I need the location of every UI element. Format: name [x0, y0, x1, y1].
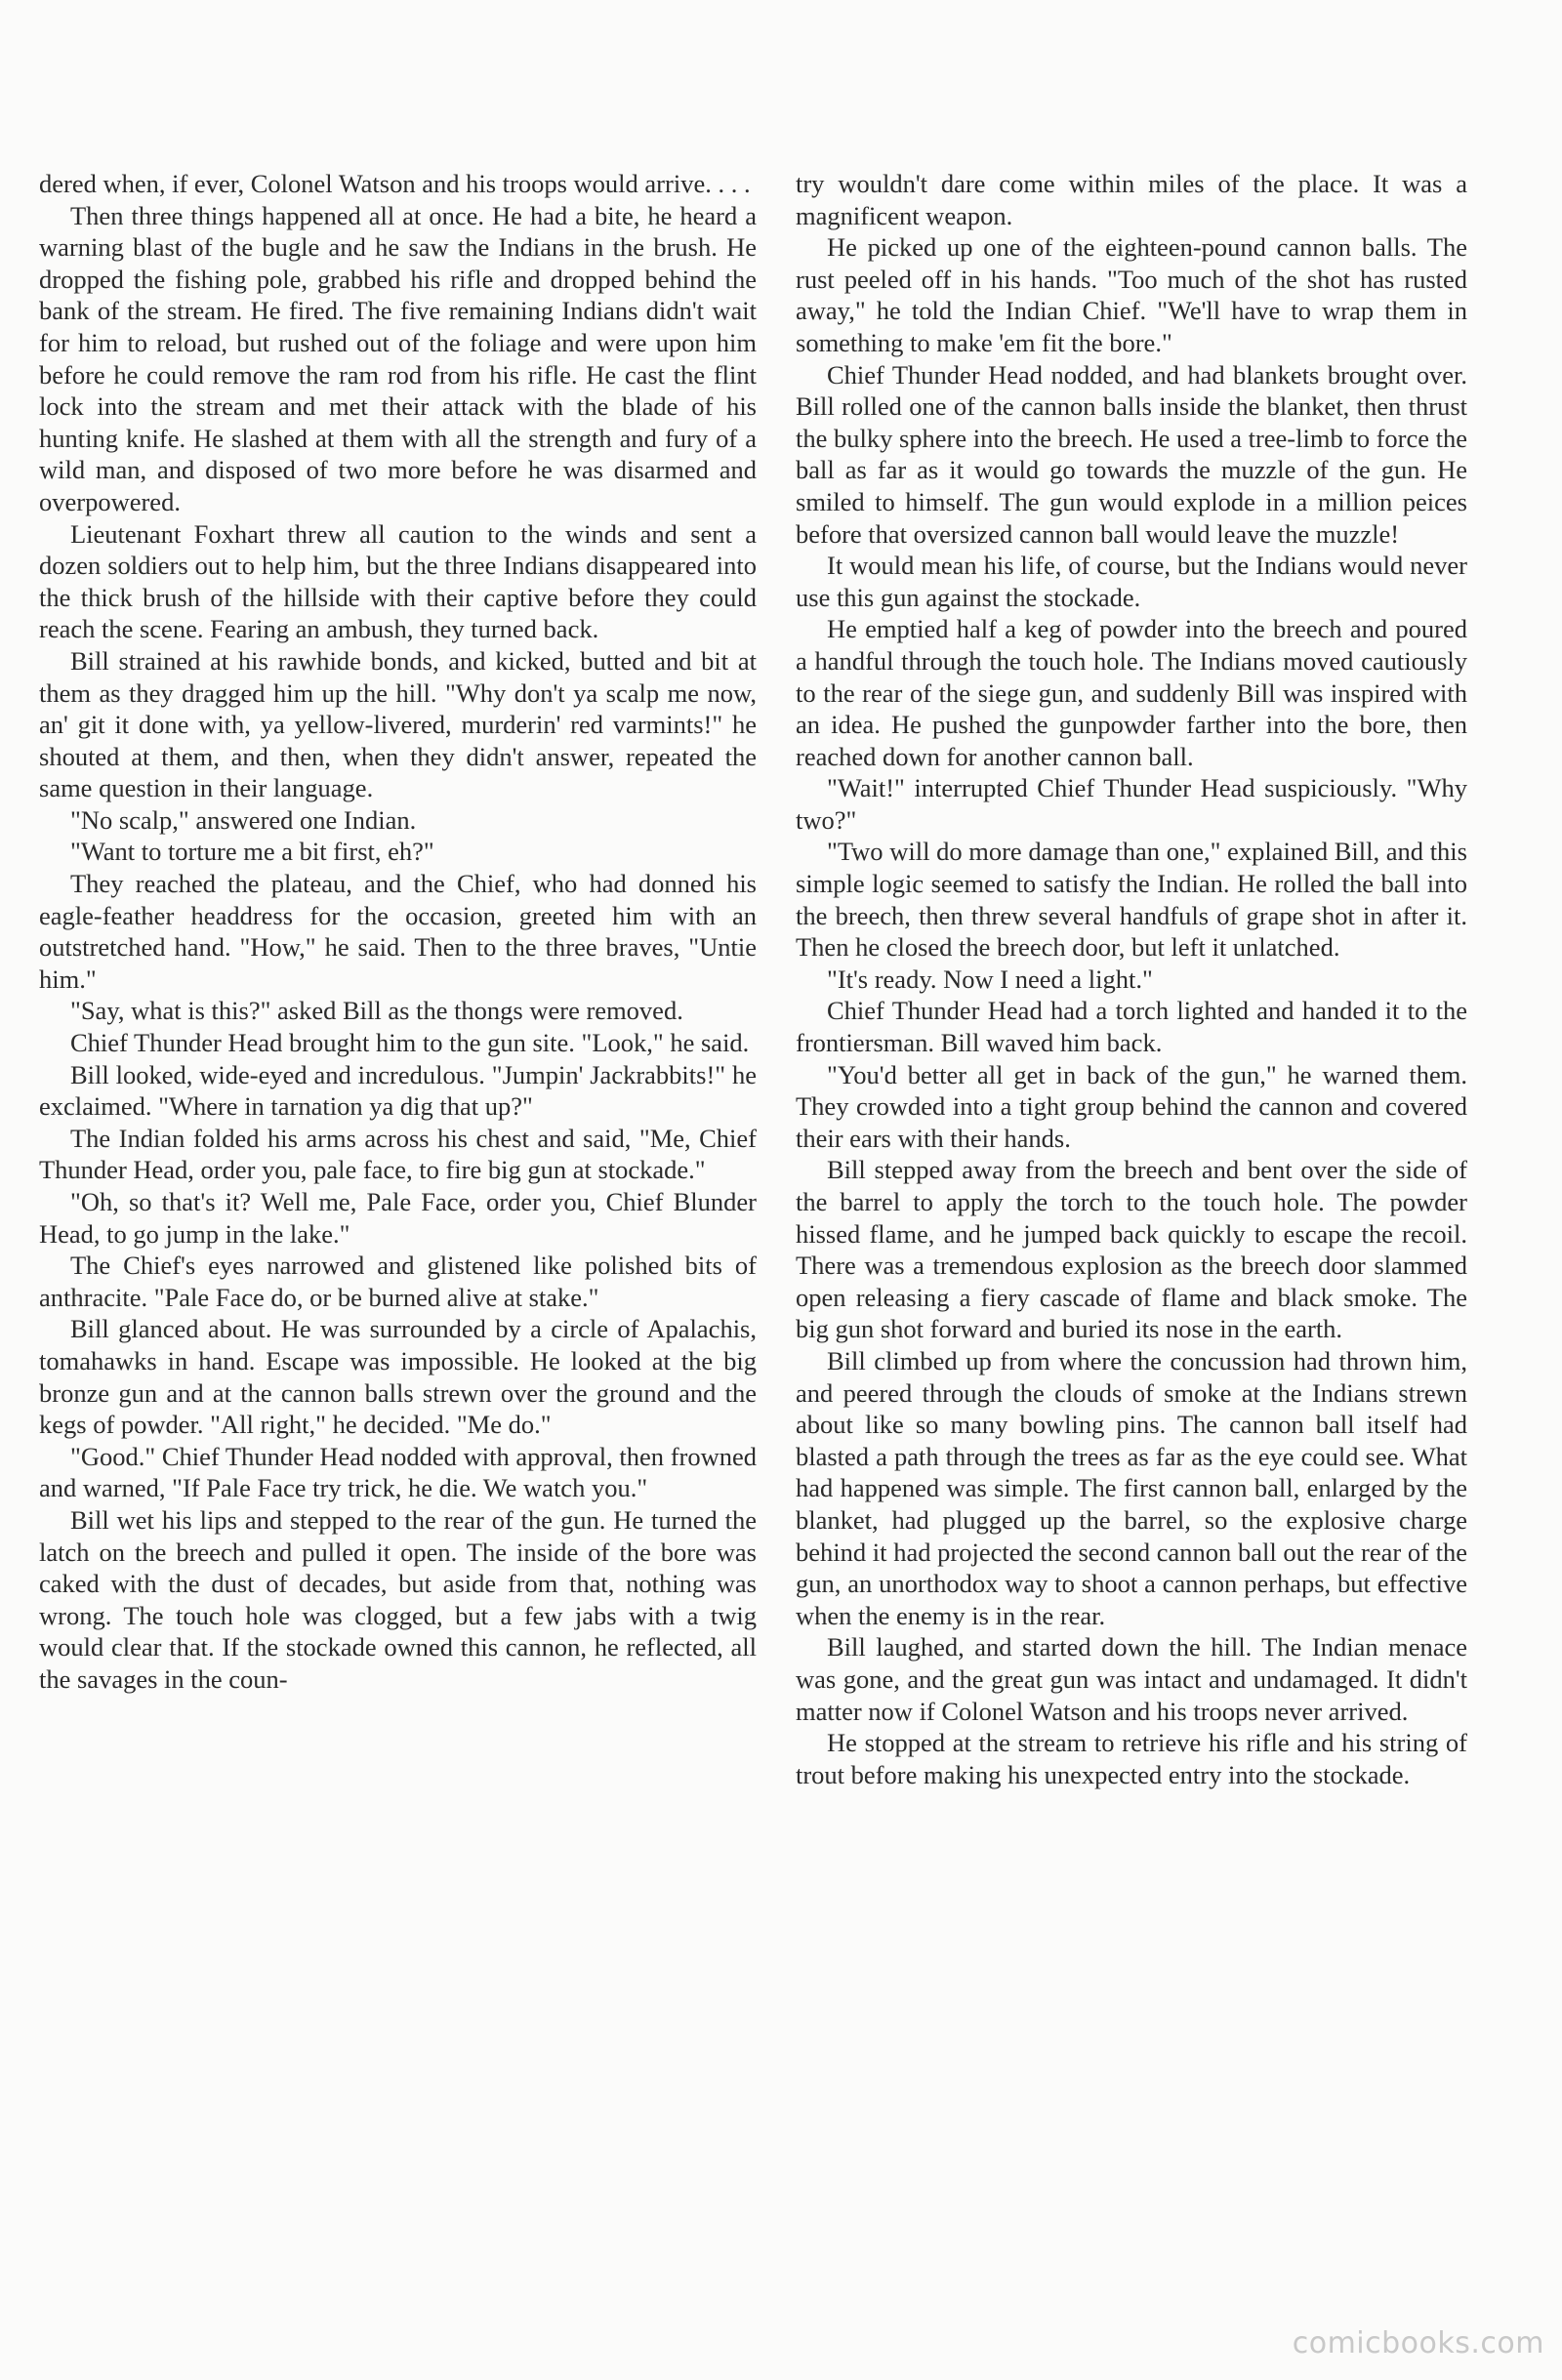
paragraph: "No scalp," answered one Indian. — [70, 804, 417, 835]
site-watermark: comicbooks.com — [1292, 2326, 1544, 2360]
paragraph: He picked up one of the eighteen-pound cannon balls. The rust peeled off in his hands. "Too much of the shot has rusted away," he told the Indian Chief. "We'll have to wrap them in something to make 'em fit the bore." — [796, 232, 1467, 357]
paragraph: "Want to torture me a bit first, eh?" — [70, 837, 434, 867]
paragraph: Bill glanced about. He was surrounded by a circle of Apalachis, tomahawks in hand. Escape was impossible. He looked at the big bronze gun and at the cannon balls strewn over the ground and the kegs of powder. "All right," he decided. "Me do." — [39, 1314, 757, 1440]
paragraph: He stopped at the stream to retrieve his rifle and his string of trout before making his unexpected entry into the stockade. — [796, 1728, 1467, 1789]
paragraph: Chief Thunder Head brought him to the gun site. "Look," he said. — [70, 1028, 750, 1058]
paragraph: "Wait!" interrupted Chief Thunder Head suspiciously. "Why two?" — [796, 773, 1467, 835]
paragraph: try wouldn't dare come within miles of the place. It was a magnificent weapon. — [796, 169, 1467, 230]
paragraph: "Say, what is this?" asked Bill as the thongs were removed. — [70, 996, 683, 1026]
paragraph: He emptied half a keg of powder into the breech and poured a handful through the touch hole. The Indians moved cautiously to the rear of the siege gun, and suddenly Bill was inspired with an idea. He pushed the gunpowder farther into the bore, then reached down for another cannon ball. — [796, 614, 1467, 771]
paragraph: Bill climbed up from where the concussion had thrown him, and peered through the clouds of smoke at the Indians strewn about like so many bowling pins. The cannon ball itself had blasted a path through the trees as far as the eye could see. What had happened was simple. The first cannon ball, enlarged by the blanket, had plugged up the barrel, so the explosive charge behind it had projected the second cannon ball out the rear of the gun, an unorthodox way to shoot a cannon perhaps, but effective when the enemy is in the rear. — [796, 1345, 1467, 1630]
paragraph: Bill stepped away from the breech and bent over the side of the barrel to apply the torch to the touch hole. The powder hissed flame, and he jumped back quickly to escape the recoil. There was a tremendous explosion as the breech door slammed open releasing a fiery cascade of flame and black smoke. The big gun shot forward and buried its nose in the earth. — [796, 1155, 1467, 1344]
paragraph: Then three things happened all at once. He had a bite, he heard a warning blast of the bugle and he saw the Indians in the brush. He dropped the fishing pole, grabbed his rifle and dropped behind the bank of the stream. He fired. The five remaining Indians didn't wait for him to reload, but rushed out of the foliage and were upon him before he could remove the ram rod from his rifle. He cast the flint lock into the stream and met their attack with the blade of his hunting knife. He slashed at them with all the strength and fury of a wild man, and disposed of two more before he was disarmed and overpowered. — [39, 200, 757, 516]
paragraph: Chief Thunder Head nodded, and had blankets brought over. Bill rolled one of the cannon balls inside the blanket, then thrust the bulky sphere into the breech. He used a tree-limb to force the ball as far as it would go towards the muzzle of the gun. He smiled to himself. The gun would explode in a million peices before that oversized cannon ball would leave the muzzle! — [796, 359, 1468, 549]
paragraph: Bill wet his lips and stepped to the rear of the gun. He turned the latch on the breech and pulled it open. The inside of the bore was caked with the dust of decades, but aside from that, nothing was wrong. The touch hole was clogged, but a few jabs with a twig would clear that. If the stockade owned this cannon, he reflected, all the savages in the coun- — [39, 1504, 757, 1694]
paragraph: They reached the plateau, and the Chief, who had donned his eagle-feather headdress for the occasion, greeted him with an outstretched hand. "How," he said. Then to the three braves, "Untie him." — [39, 869, 757, 994]
paragraph: It would mean his life, of course, but the Indians would never use this gun against the stockade. — [796, 551, 1467, 612]
paragraph: "Two will do more damage than one," explained Bill, and this simple logic seemed to satisfy the Indian. He rolled the ball into the breech, then threw several handfuls of grape shot in after it. Then he closed the breech door, but left it unlatched. — [796, 837, 1467, 963]
paragraph: "Good." Chief Thunder Head nodded with approval, then frowned and warned, "If Pale Face try trick, he die. We watch you." — [39, 1441, 757, 1503]
paragraph: Bill strained at his rawhide bonds, and kicked, butted and bit at them as they dragged him up the hill. "Why don't ya scalp me now, an' git it done with, ya yellow-livered, murderin' red varmints!" he shouted at them, and then, when they didn't answer, repeated the same question in their language. — [39, 645, 757, 803]
paragraph: "It's ready. Now I need a light." — [827, 964, 1153, 994]
paragraph: Chief Thunder Head had a torch lighted and handed it to the frontiersman. Bill waved him back. — [796, 996, 1467, 1058]
paragraph: "You'd better all get in back of the gun," he warned them. They crowded into a tight group behind the cannon and covered their ears with their hands. — [796, 1059, 1467, 1153]
right-text-column — [796, 168, 1467, 1790]
paragraph: dered when, if ever, Colonel Watson and his troops would arrive. . . . — [39, 169, 751, 198]
paragraph: The Indian folded his arms across his chest and said, "Me, Chief Thunder Head, order you, pale face, to fire big gun at stockade." — [39, 1123, 757, 1185]
left-text-column — [39, 168, 757, 1696]
paragraph: Bill laughed, and started down the hill. The Indian menace was gone, and the great gun was intact and undamaged. It didn't matter now if Colonel Watson and his troops never arrived. — [796, 1632, 1467, 1726]
paragraph: The Chief's eyes narrowed and glistened like polished bits of anthracite. "Pale Face do, or be burned alive at stake." — [39, 1251, 757, 1312]
paragraph: Lieutenant Foxhart threw all caution to the winds and sent a dozen soldiers out to help him, but the three Indians disappeared into the thick brush of the hillside with their captive before they could reach the scene. Fearing an ambush, they turned back. — [39, 518, 757, 644]
paragraph: Bill looked, wide-eyed and incredulous. "Jumpin' Jackrabbits!" he exclaimed. "Where in tarnation ya dig that up?" — [39, 1059, 757, 1122]
paragraph: "Oh, so that's it? Well me, Pale Face, order you, Chief Blunder Head, to go jump in the lake." — [39, 1187, 757, 1249]
